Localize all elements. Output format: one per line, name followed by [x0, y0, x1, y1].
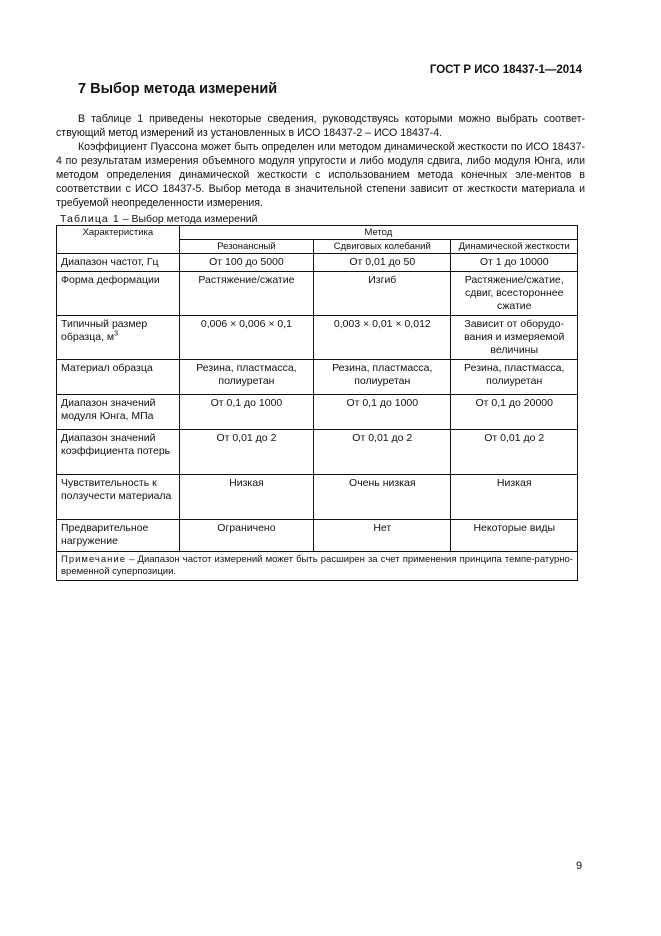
- cell-shear: От 0,1 до 1000: [314, 395, 451, 430]
- row-label: Форма деформации: [57, 272, 180, 316]
- cell-shear: 0,003 × 0,01 × 0,012: [314, 316, 451, 360]
- cell-dynamic: Некоторые виды: [451, 520, 578, 552]
- row-label: Диапазон значений коэффициента потерь: [57, 430, 180, 475]
- header-characteristic: Характеристика: [57, 226, 180, 254]
- table-caption-text: – Выбор метода измерений: [119, 213, 258, 225]
- header-dynamic: Динамической жесткости: [451, 240, 578, 254]
- table-header-row-1: [57, 226, 578, 240]
- row-label: Предварительное нагружение: [57, 520, 180, 552]
- cell-dynamic: Резина, пластмасса, полиуретан: [451, 360, 578, 395]
- header-shear: Сдвиговых колебаний: [314, 240, 451, 254]
- table-row: [57, 316, 578, 360]
- table-row: [57, 272, 578, 316]
- table-note-text: – Диапазон частот измерений может быть расширен за счет применения принципа темпе-ратурно-временной суперпозиции.: [61, 554, 573, 577]
- cell-resonant: Растяжение/сжатие: [179, 272, 313, 316]
- cell-dynamic: Растяжение/сжатие, сдвиг, всестороннее сжатие: [451, 272, 578, 316]
- cell-resonant: Низкая: [179, 475, 313, 520]
- row-label: Диапазон частот, Гц: [57, 254, 180, 272]
- cell-shear: Очень низкая: [314, 475, 451, 520]
- table-row: [57, 254, 578, 272]
- paragraph-1: В таблице 1 приведены некоторые сведения, руководствуясь которыми можно выбрать соответ-ствующий метод измерений из установленных в ИСО 18437-2 – ИСО 18437-4.: [56, 113, 585, 139]
- table-row: [57, 430, 578, 475]
- cell-dynamic: Зависит от оборудо-вания и измеряемой величины: [451, 316, 578, 360]
- cell-resonant: Резина, пластмасса, полиуретан: [179, 360, 313, 395]
- cell-shear: От 0,01 до 2: [314, 430, 451, 475]
- cell-shear: От 0,01 до 50: [314, 254, 451, 272]
- table-caption: [60, 213, 258, 225]
- table-row: [57, 360, 578, 395]
- header-resonant: Резонансный: [179, 240, 313, 254]
- cell-shear: Резина, пластмасса, полиуретан: [314, 360, 451, 395]
- section-title: 7 Выбор метода измерений: [78, 81, 278, 97]
- cell-shear: Изгиб: [314, 272, 451, 316]
- table-caption-label: Таблица 1: [60, 213, 120, 225]
- cell-resonant: Ограничено: [179, 520, 313, 552]
- header-method: Метод: [179, 226, 577, 240]
- row-label-text: Типичный размер образца, м: [61, 318, 148, 343]
- row-label: [57, 316, 180, 360]
- table-row: [57, 475, 578, 520]
- table-row: [57, 520, 578, 552]
- cell-resonant: От 0,01 до 2: [179, 430, 313, 475]
- cell-resonant: От 100 до 5000: [179, 254, 313, 272]
- cell-dynamic: От 1 до 10000: [451, 254, 578, 272]
- paragraph-2: Коэффициент Пуассона может быть определен или методом динамической жесткости по ИСО 18437-4 по результатам измерения объемного модуля упругости и либо модуля сдвига, либо модуля Юнга, или методом определения динамической жесткости с использованием метода конечных эле-ментов в соответствии с ИСО 18437-5. Выбор метода в значительной степени зависит от жесткости материала и требуемой неопределенности измерения.: [56, 141, 585, 209]
- table-note: [57, 552, 578, 581]
- row-label: Диапазон значений модуля Юнга, МПа: [57, 395, 180, 430]
- page-number: 9: [576, 860, 583, 872]
- cell-dynamic: От 0,1 до 20000: [451, 395, 578, 430]
- row-label-superscript: 3: [114, 330, 119, 338]
- cell-dynamic: От 0,01 до 2: [451, 430, 578, 475]
- table-note-row: [57, 552, 578, 581]
- cell-shear: Нет: [314, 520, 451, 552]
- table-note-label: Примечание: [61, 554, 126, 565]
- row-label: Материал образца: [57, 360, 180, 395]
- cell-dynamic: Низкая: [451, 475, 578, 520]
- table-row: [57, 395, 578, 430]
- cell-resonant: От 0,1 до 1000: [179, 395, 313, 430]
- document-id: ГОСТ Р ИСО 18437-1—2014: [429, 64, 582, 76]
- cell-resonant: 0,006 × 0,006 × 0,1: [179, 316, 313, 360]
- method-selection-table: [56, 225, 578, 581]
- row-label: Чувствительность к ползучести материала: [57, 475, 180, 520]
